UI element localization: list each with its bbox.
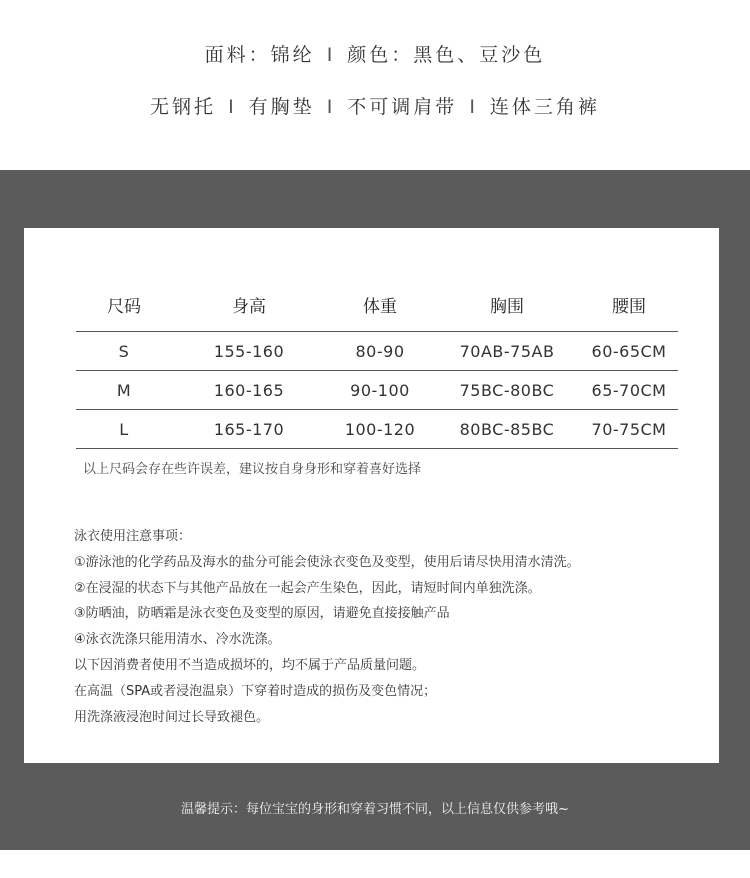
care-note-item: ②在浸湿的状态下与其他产品放在一起会产生染色，因此，请短时间内单独洗涤。	[74, 580, 541, 596]
spec-header	[0, 0, 750, 170]
cell-bust: 80BC-85BC	[434, 410, 580, 449]
spec-line-material-color	[0, 40, 750, 67]
spec-padded: 有胸垫	[248, 96, 315, 118]
cell-size: S	[76, 332, 172, 371]
care-note-item: ④泳衣洗涤只能用清水、冷水洗涤。	[74, 632, 281, 648]
table-row	[76, 332, 678, 371]
header-height: 身高	[172, 278, 326, 332]
care-note-item: 用洗涤液浸泡时间过长导致褪色。	[74, 709, 270, 725]
cell-waist: 60-65CM	[580, 332, 678, 371]
warm-tip: 温馨提示：每位宝宝的身形和穿着习惯不同，以上信息仅供参考哦~	[181, 802, 569, 817]
info-panel	[0, 170, 750, 850]
cell-size: M	[76, 371, 172, 410]
cell-size: L	[76, 410, 172, 449]
care-note-item: ③防晒油，防晒霜是泳衣变色及变型的原因，请避免直接接触产品	[74, 606, 450, 622]
cell-height: 165-170	[172, 410, 326, 449]
table-row	[76, 410, 678, 449]
size-table	[76, 278, 678, 449]
spec-no-underwire: 无钢托	[150, 96, 217, 118]
cell-height: 155-160	[172, 332, 326, 371]
care-note-item: ①游泳池的化学药品及海水的盐分可能会使泳衣变色及变型，使用后请尽快用清水清洗。	[74, 554, 580, 570]
cell-bust: 70AB-75AB	[434, 332, 580, 371]
header-size: 尺码	[76, 278, 172, 332]
spec-material: 面料：锦纶	[204, 44, 315, 66]
cell-weight: 90-100	[326, 371, 434, 410]
spec-one-piece: 连体三角裤	[489, 96, 600, 118]
cell-bust: 75BC-80BC	[434, 371, 580, 410]
spec-separator: I	[326, 96, 336, 118]
spec-separator: I	[228, 96, 237, 118]
cell-weight: 80-90	[326, 332, 434, 371]
cell-height: 160-165	[172, 371, 326, 410]
size-card	[24, 228, 719, 763]
spec-fixed-straps: 不可调肩带	[347, 96, 458, 118]
size-disclaimer: 以上尺码会存在些许误差，建议按自身身形和穿着喜好选择	[83, 462, 422, 477]
spec-line-features	[0, 92, 750, 119]
spec-separator: I	[469, 96, 478, 118]
care-note-item: 以下因消费者使用不当造成损坏的，均不属于产品质量问题。	[74, 657, 426, 673]
header-waist: 腰围	[580, 278, 678, 332]
care-note-item: 在高温（SPA或者浸泡温泉）下穿着时造成的损伤及变色情况；	[74, 683, 437, 699]
cell-waist: 70-75CM	[580, 410, 678, 449]
spec-color: 颜色：黑色、豆沙色	[347, 44, 546, 66]
header-weight: 体重	[326, 278, 434, 332]
care-notes-title: 泳衣使用注意事项：	[74, 529, 192, 544]
care-notes	[74, 524, 580, 730]
cell-waist: 65-70CM	[580, 371, 678, 410]
spec-separator: I	[326, 44, 336, 66]
table-row	[76, 371, 678, 410]
header-bust: 胸围	[434, 278, 580, 332]
cell-weight: 100-120	[326, 410, 434, 449]
size-table-header-row	[76, 278, 678, 332]
